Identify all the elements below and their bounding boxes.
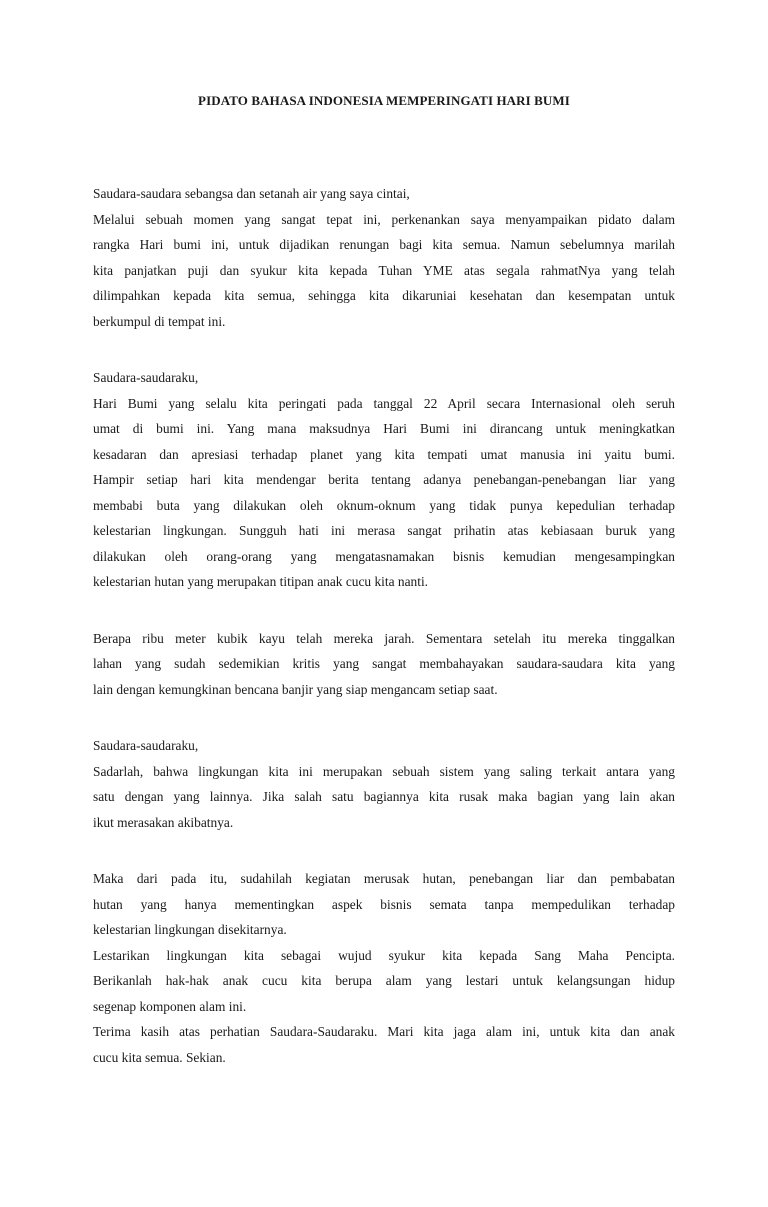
text-line: segenap komponen alam ini. [93, 998, 247, 1014]
text-line: berkumpul di tempat ini. [93, 313, 226, 329]
text-line: kelestarian lingkungan. Sungguh hati ini merasa sangat prihatin atas kebiasaan buruk yang [93, 523, 675, 538]
paragraph-closing [93, 866, 675, 1070]
paragraph-sadarlah [93, 733, 675, 835]
document-title: PIDATO BAHASA INDONESIA MEMPERINGATI HARI BUMI [198, 93, 570, 108]
text-line: Saudara-saudaraku, [93, 370, 199, 385]
text-line: kesadaran dan apresiasi terhadap planet yang kita tempati umat manusia ini yaitu bumi. [93, 446, 675, 462]
text-line: Lestarikan lingkungan kita sebagai wujud syukur kita kepada Sang Maha Pencipta. [93, 947, 675, 963]
text-line: Sadarlah, bahwa lingkungan kita ini merupakan sebuah sistem yang saling terkait antara yang [93, 763, 675, 779]
text-line: dilimpahkan kepada kita semua, sehingga kita dikaruniai kesehatan dan kesempatan untuk [93, 288, 675, 303]
text-line: Saudara-saudaraku, [93, 738, 199, 753]
text-line: umat di bumi ini. Yang mana maksudnya Hari Bumi ini dirancang untuk meningkatkan [93, 421, 675, 436]
document-body [93, 181, 675, 1070]
text-line: satu dengan yang lainnya. Jika salah satu bagiannya kita rusak maka bagian yang lain akan [93, 789, 675, 804]
text-line: ikut merasakan akibatnya. [93, 814, 234, 830]
text-line: kita panjatkan puji dan syukur kita kepada Tuhan YME atas segala rahmatNya yang telah [93, 262, 675, 278]
text-line: lain dengan kemungkinan bencana banjir yang siap mengancam setiap saat. [93, 681, 498, 697]
paragraph-gap [93, 595, 675, 626]
text-line: Hampir setiap hari kita mendengar berita tentang adanya penebangan-penebangan liar yang [93, 472, 675, 487]
paragraph-gap [93, 702, 675, 733]
text-line: Saudara-saudara sebangsa dan setanah air yang saya cintai, [93, 186, 410, 201]
text-line: Hari Bumi yang selalu kita peringati pada tanggal 22 April secara Internasional oleh seruh [93, 395, 675, 411]
text-line: cucu kita semua. Sekian. [93, 1049, 226, 1065]
paragraph-opening [93, 181, 675, 334]
text-line: lahan yang sudah sedemikian kritis yang sangat membahayakan saudara-saudara kita yang [93, 656, 675, 671]
text-line: Melalui sebuah momen yang sangat tepat ini, perkenankan saya menyampaikan pidato dalam [93, 211, 675, 227]
text-line: kelestarian hutan yang merupakan titipan anak cucu kita nanti. [93, 574, 429, 589]
text-line: Berikanlah hak-hak anak cucu kita berupa alam yang lestari untuk kelangsungan hidup [93, 973, 675, 988]
text-line: kelestarian lingkungan disekitarnya. [93, 922, 287, 937]
paragraph-gap [93, 334, 675, 365]
text-line: Terima kasih atas perhatian Saudara-Saudaraku. Mari kita jaga alam ini, untuk kita dan anak [93, 1024, 675, 1039]
text-line: Berapa ribu meter kubik kayu telah mereka jarah. Sementara setelah itu mereka tinggalkan [93, 630, 675, 646]
text-line: membabi buta yang dilakukan oleh oknum-oknum yang tidak punya kepedulian terhadap [93, 497, 675, 513]
text-line: Maka dari pada itu, sudahilah kegiatan merusak hutan, penebangan liar dan pembabatan [93, 871, 675, 886]
paragraph-gap [93, 835, 675, 866]
text-line: hutan yang hanya mementingkan aspek bisnis semata tanpa mempedulikan terhadap [93, 896, 675, 912]
text-line: dilakukan oleh orang-orang yang mengatasnamakan bisnis kemudian mengesampingkan [93, 548, 675, 564]
paragraph-kayu [93, 626, 675, 703]
text-line: rangka Hari bumi ini, untuk dijadikan renungan bagi kita semua. Namun sebelumnya marilah [93, 237, 675, 252]
paragraph-hari-bumi [93, 365, 675, 595]
